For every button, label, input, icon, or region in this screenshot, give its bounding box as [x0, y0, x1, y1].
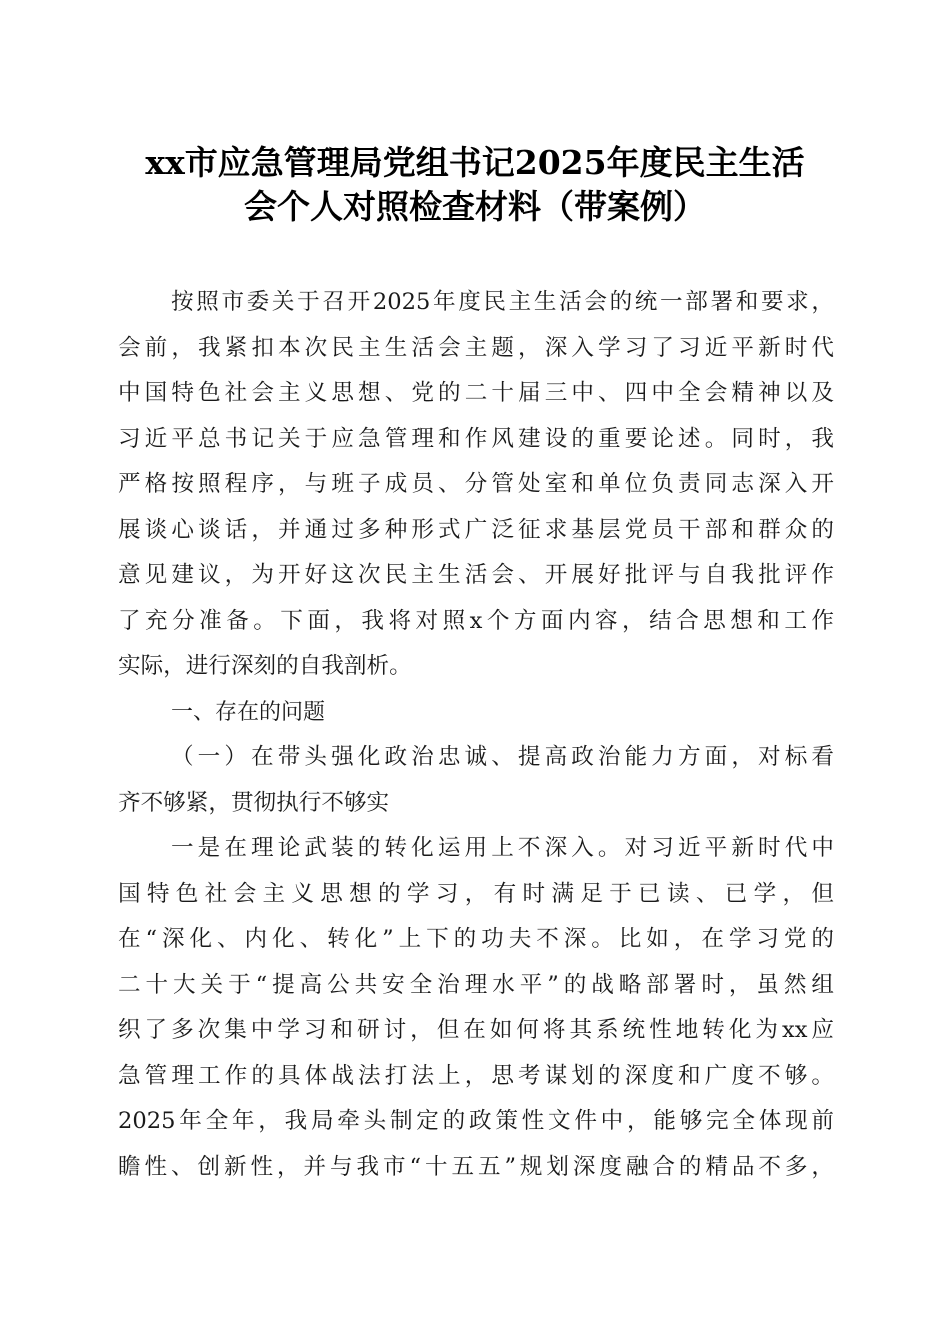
body-line: 意见建议，为开好这次民主生活会、开展好批评与自我批评作 [118, 562, 834, 588]
body-line: 展谈心谈话，并通过多种形式广泛征求基层党员干部和群众的 [118, 516, 834, 543]
body-line: 二十大关于“提高公共安全治理水平”的战略部署时，虽然组 [118, 971, 834, 998]
body-line: 2025年全年，我局牵头制定的政策性文件中，能够完全体现前 [118, 1108, 834, 1134]
body-line: 了充分准备。下面，我将对照x个方面内容，结合思想和工作 [118, 607, 834, 634]
body-line: 一是在理论武装的转化运用上不深入。对习近平新时代中 [171, 835, 834, 861]
title-line-2: 会个人对照检查材料（带案例） [244, 187, 706, 226]
subsection-heading: （一）在带头强化政治忠诚、提高政治能力方面，对标看 [171, 744, 834, 770]
body-line: 瞻性、创新性，并与我市“十五五”规划深度融合的精品不多， [118, 1153, 834, 1180]
subsection-heading-cont: 齐不够紧，贯彻执行不够实 [118, 789, 390, 816]
document-body [118, 280, 834, 1190]
body-line: 织了多次集中学习和研讨，但在如何将其系统性地转化为xx应 [118, 1017, 834, 1043]
body-line: 国特色社会主义思想的学习，有时满足于已读、已学，但 [118, 880, 834, 907]
body-line: 严格按照程序，与班子成员、分管处室和单位负责同志深入开 [118, 471, 834, 497]
body-line: 中国特色社会主义思想、党的二十届三中、四中全会精神以及 [118, 380, 834, 406]
body-line: 急管理工作的具体战法打法上，思考谋划的深度和广度不够。 [118, 1062, 834, 1089]
title-line-1: xx市应急管理局党组书记2025年度民主生活 [145, 143, 805, 182]
body-line: 习近平总书记关于应急管理和作风建设的重要论述。同时，我 [118, 425, 834, 452]
body-line: 实际，进行深刻的自我剖析。 [118, 653, 412, 679]
document-title [100, 141, 850, 229]
body-line: 在“深化、内化、转化”上下的功夫不深。比如，在学习党的 [118, 926, 834, 952]
section-heading: 一、存在的问题 [171, 699, 326, 725]
body-line: 会前，我紧扣本次民主生活会主题，深入学习了习近平新时代 [118, 334, 834, 361]
body-line: 按照市委关于召开2025年度民主生活会的统一部署和要求， [171, 289, 834, 315]
